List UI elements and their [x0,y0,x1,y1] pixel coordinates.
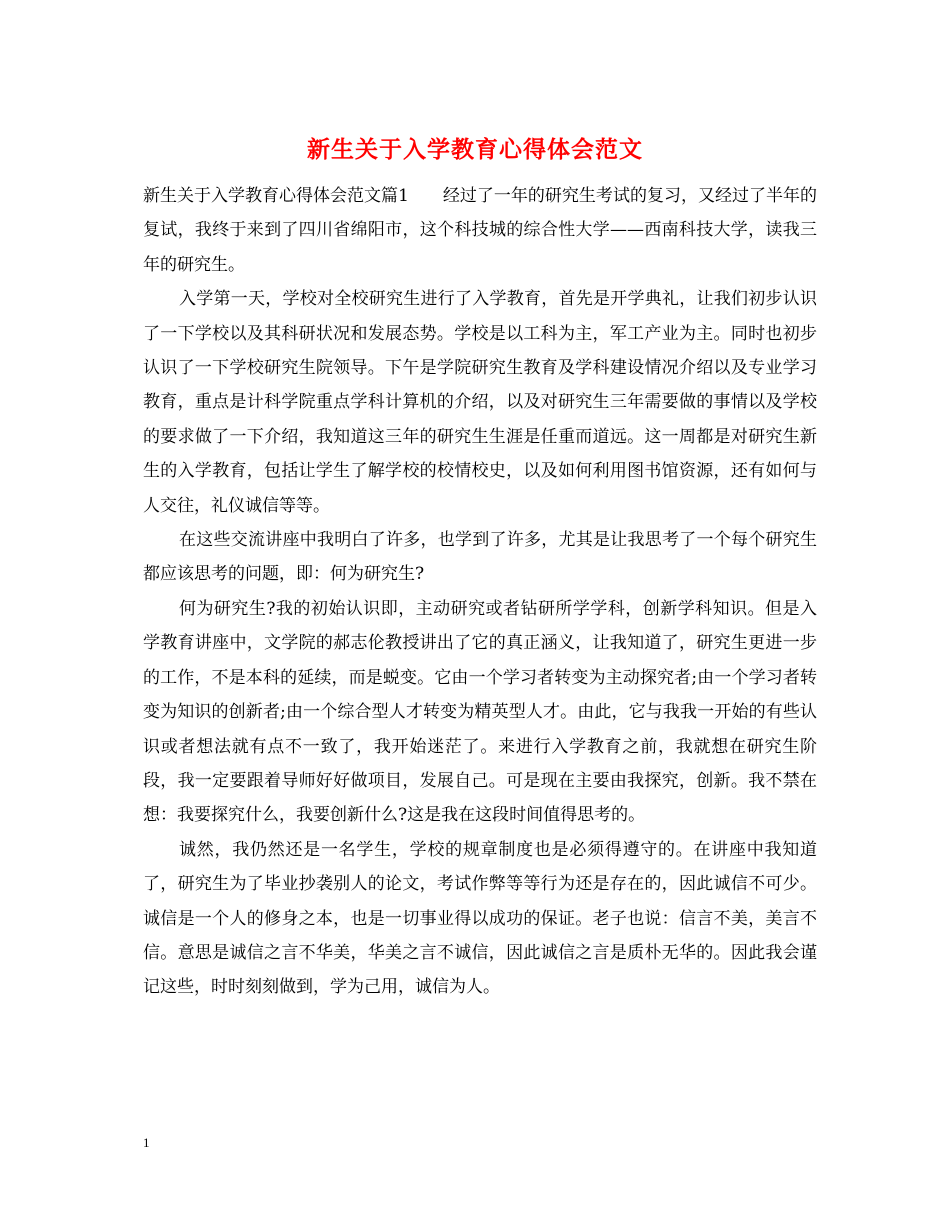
document-body [143,179,817,1005]
paragraph-2: 入学第一天，学校对全校研究生进行了入学教育，首先是开学典礼，让我们初步认识了一下学校以及其科研状况和发展态势。学校是以工科为主，军工产业为主。同时也初步认识了一下学校研究生院领导。下午是学院研究生教育及学科建设情况介绍以及专业学习教育，重点是计科学院重点学科计算机的介绍，以及对研究生三年需要做的事情以及学校的要求做了一下介绍，我知道这三年的研究生生涯是任重而道远。这一周都是对研究生新生的入学教育，包括让学生了解学校的校情校史，以及如何利用图书馆资源，还有如何与人交往，礼仪诚信等等。 [143,289,817,516]
page-number: 1 [143,1135,150,1150]
paragraph-5: 诚然，我仍然还是一名学生，学校的规章制度也是必须得遵守的。在讲座中我知道了，研究生为了毕业抄袭别人的论文，考试作弊等等行为还是存在的，因此诚信不可少。诚信是一个人的修身之本，也是一切事业得以成功的保证。老子也说：信言不美，美言不信。意思是诚信之言不华美，华美之言不诚信，因此诚信之言是质朴无华的。因此我会谨记这些，时时刻刻做到，学为己用，诚信为人。 [143,839,817,998]
paragraph-1: 新生关于入学教育心得体会范文篇1 经过了一年的研究生考试的复习，又经过了半年的复试，我终于来到了四川省绵阳市，这个科技城的综合性大学——西南科技大学，读我三年的研究生。 [143,186,817,275]
document-title: 新生关于入学教育心得体会范文 [307,136,643,163]
paragraph-4: 何为研究生?我的初始认识即，主动研究或者钻研所学学科，创新学科知识。但是入学教育讲座中，文学院的郝志伦教授讲出了它的真正涵义，让我知道了，研究生更进一步的工作，不是本科的延续，而是蜕变。它由一个学习者转变为主动探究者;由一个学习者转变为知识的创新者;由一个综合型人才转变为精英型人才。由此，它与我我一开始的有些认识或者想法就有点不一致了，我开始迷茫了。来进行入学教育之前，我就想在研究生阶段，我一定要跟着导师好好做项目，发展自己。可是现在主要由我探究，创新。我不禁在想：我要探究什么，我要创新什么?这是我在这段时间值得思考的。 [143,598,817,826]
paragraph-3: 在这些交流讲座中我明白了许多，也学到了许多，尤其是让我思考了一个每个研究生都应该思考的问题，即：何为研究生? [143,530,817,585]
